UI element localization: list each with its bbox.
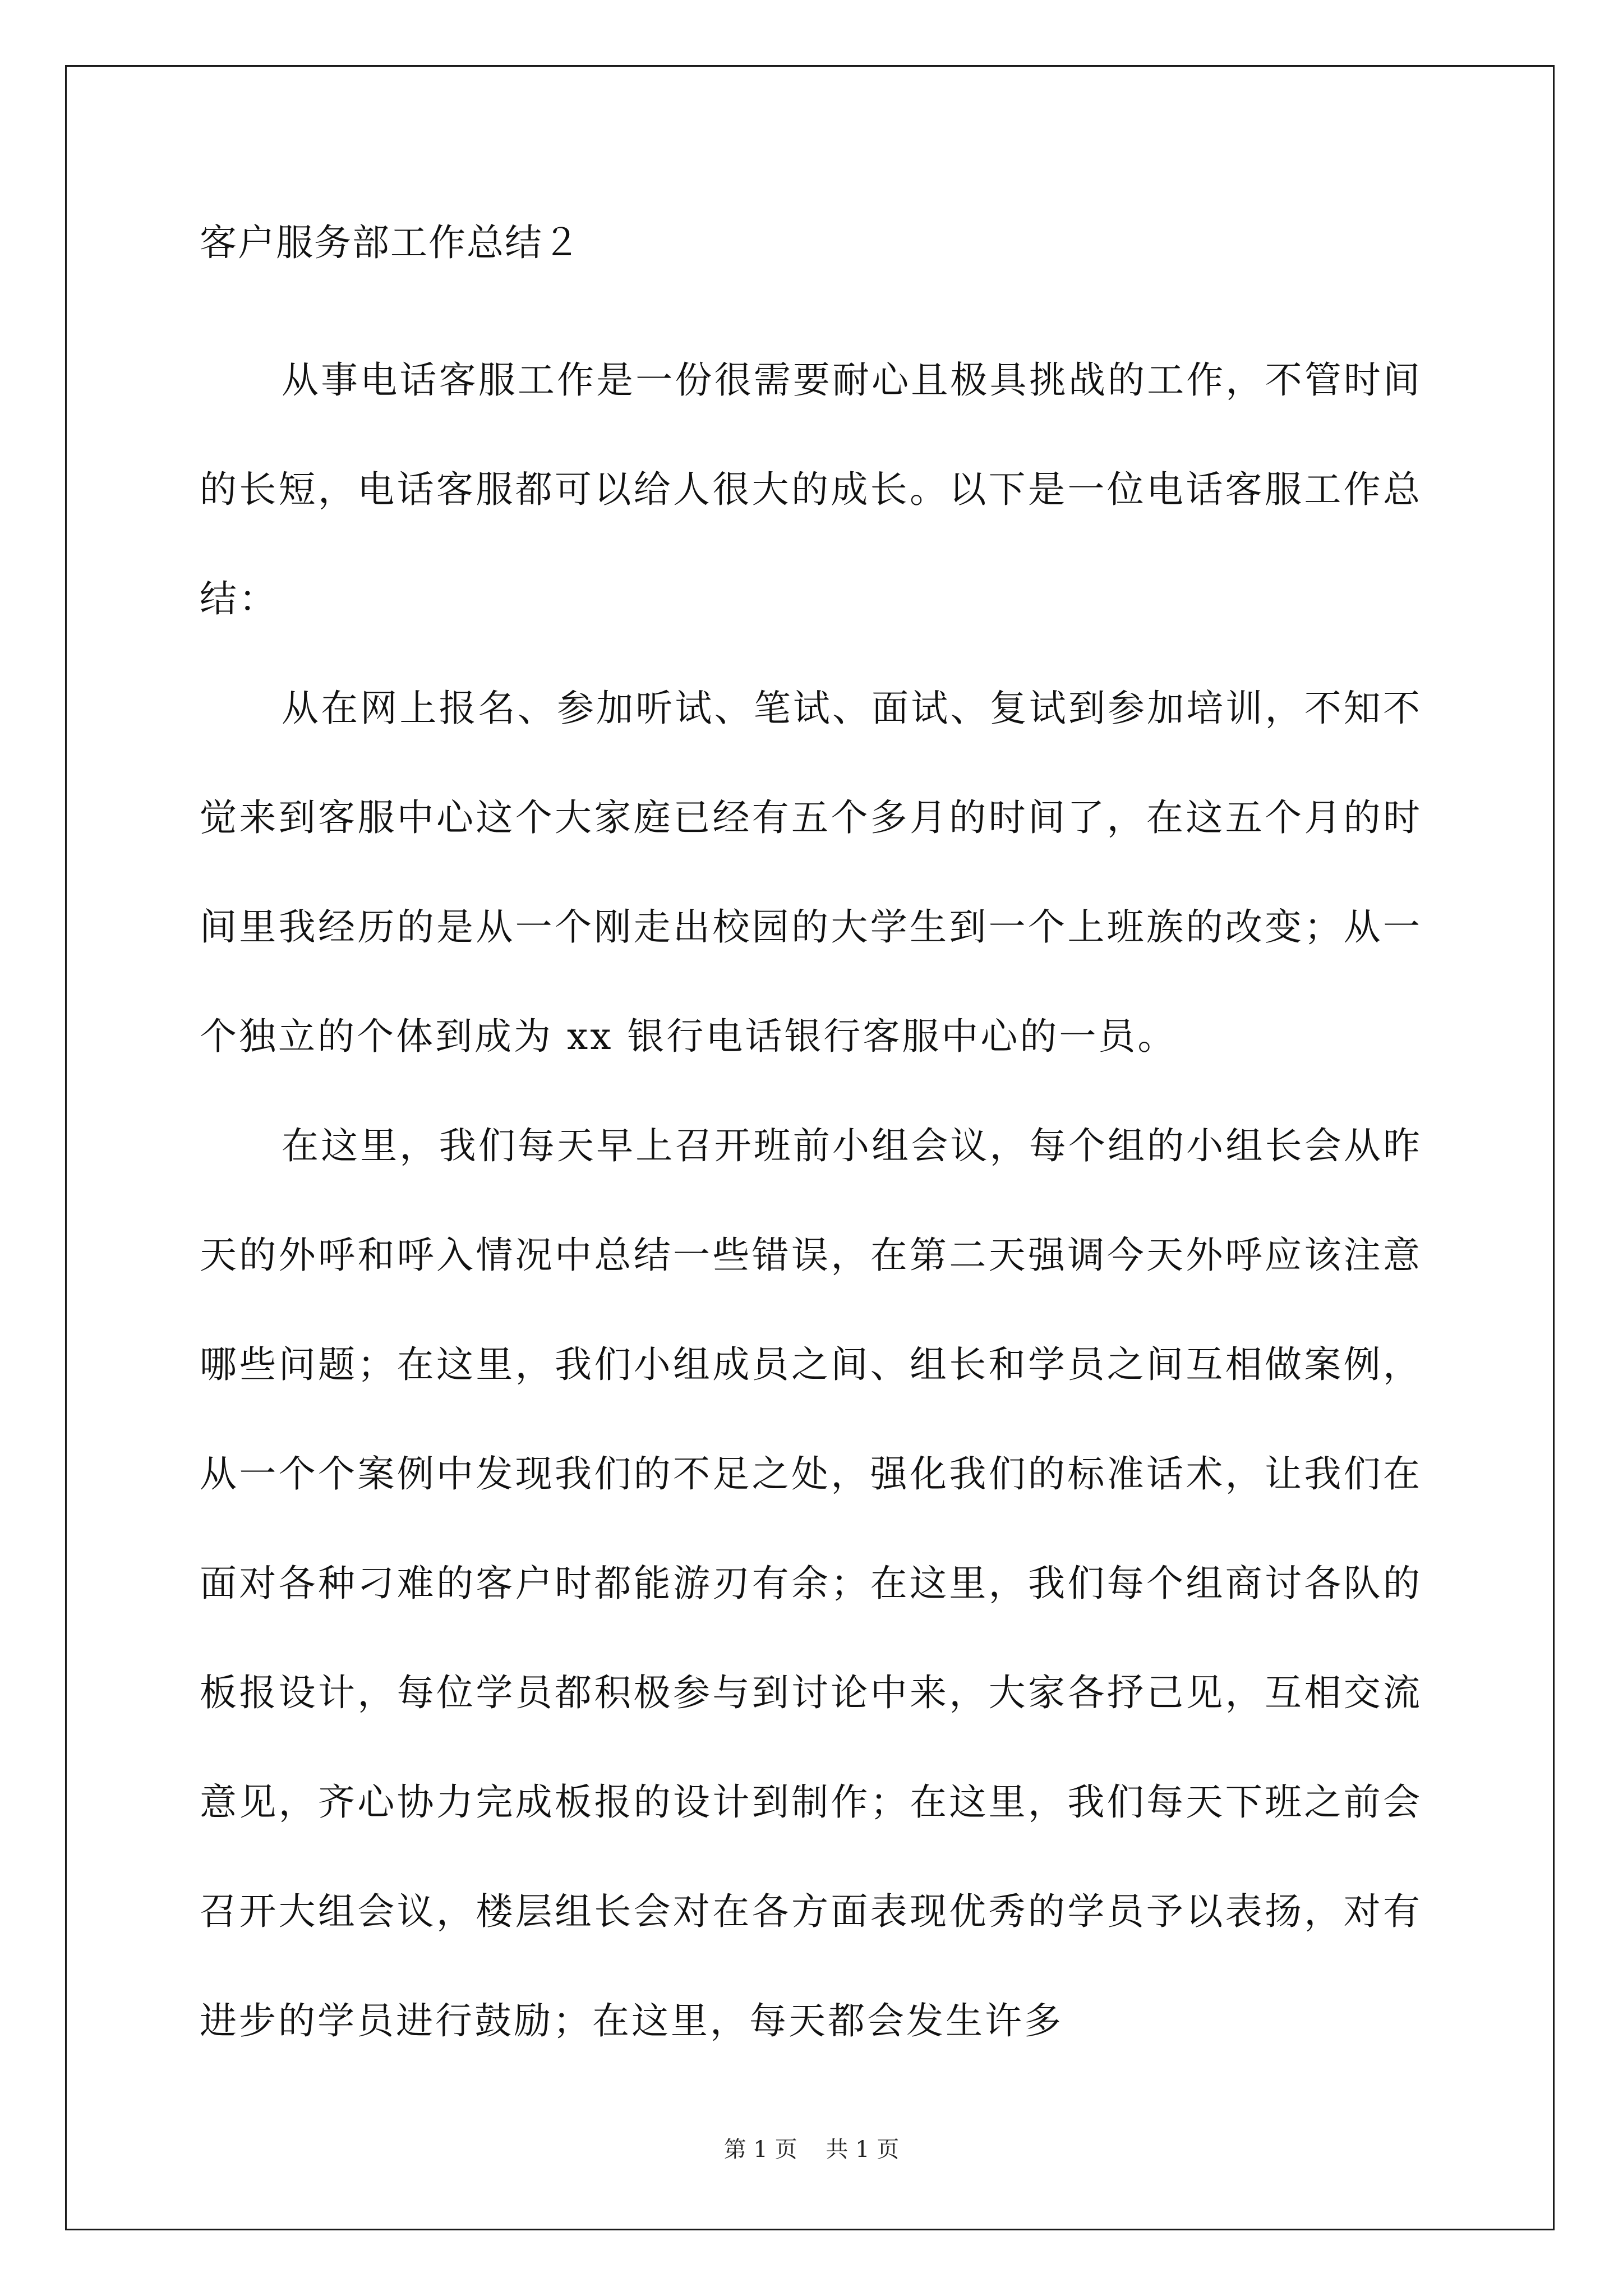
document-title: 客户服务部工作总结２ — [200, 221, 581, 264]
document-body — [200, 216, 1422, 2076]
paragraph-1: 从事电话客服工作是一份很需要耐心且极具挑战的工作，不管时间的长短，电话客服都可以给人很大的成长。以下是一位电话客服工作总结： — [200, 358, 1422, 620]
page-footer: 第 1 页 共 1 页 — [723, 2137, 900, 2162]
paragraph-2: 从在网上报名、参加听试、笔试、面试、复试到参加培训，不知不觉来到客服中心这个大家庭已经有五个多月的时间了，在这五个月的时间里我经历的是从一个刚走出校园的大学生到一个上班族的改变；从一个独立的个体到成为 xx 银行电话银行客服中心的一员。 — [200, 687, 1422, 1058]
paragraph-3: 在这里，我们每天早上召开班前小组会议，每个组的小组长会从昨天的外呼和呼入情况中总结一些错误，在第二天强调今天外呼应该注意哪些问题；在这里，我们小组成员之间、组长和学员之间互相做案例，从一个个案例中发现我们的不足之处，强化我们的标准话术，让我们在面对各种刁难的客户时都能游刃有余；在这里，我们每个组商讨各队的板报设计，每位学员都积极参与到讨论中来，大家各抒己见，互相交流意见，齐心协力完成板报的设计到制作；在这里，我们每天下班之前会召开大组会议，楼层组长会对在各方面表现优秀的学员予以表扬，对有进步的学员进行鼓励；在这里，每天都会发生许多 — [200, 1124, 1422, 2042]
